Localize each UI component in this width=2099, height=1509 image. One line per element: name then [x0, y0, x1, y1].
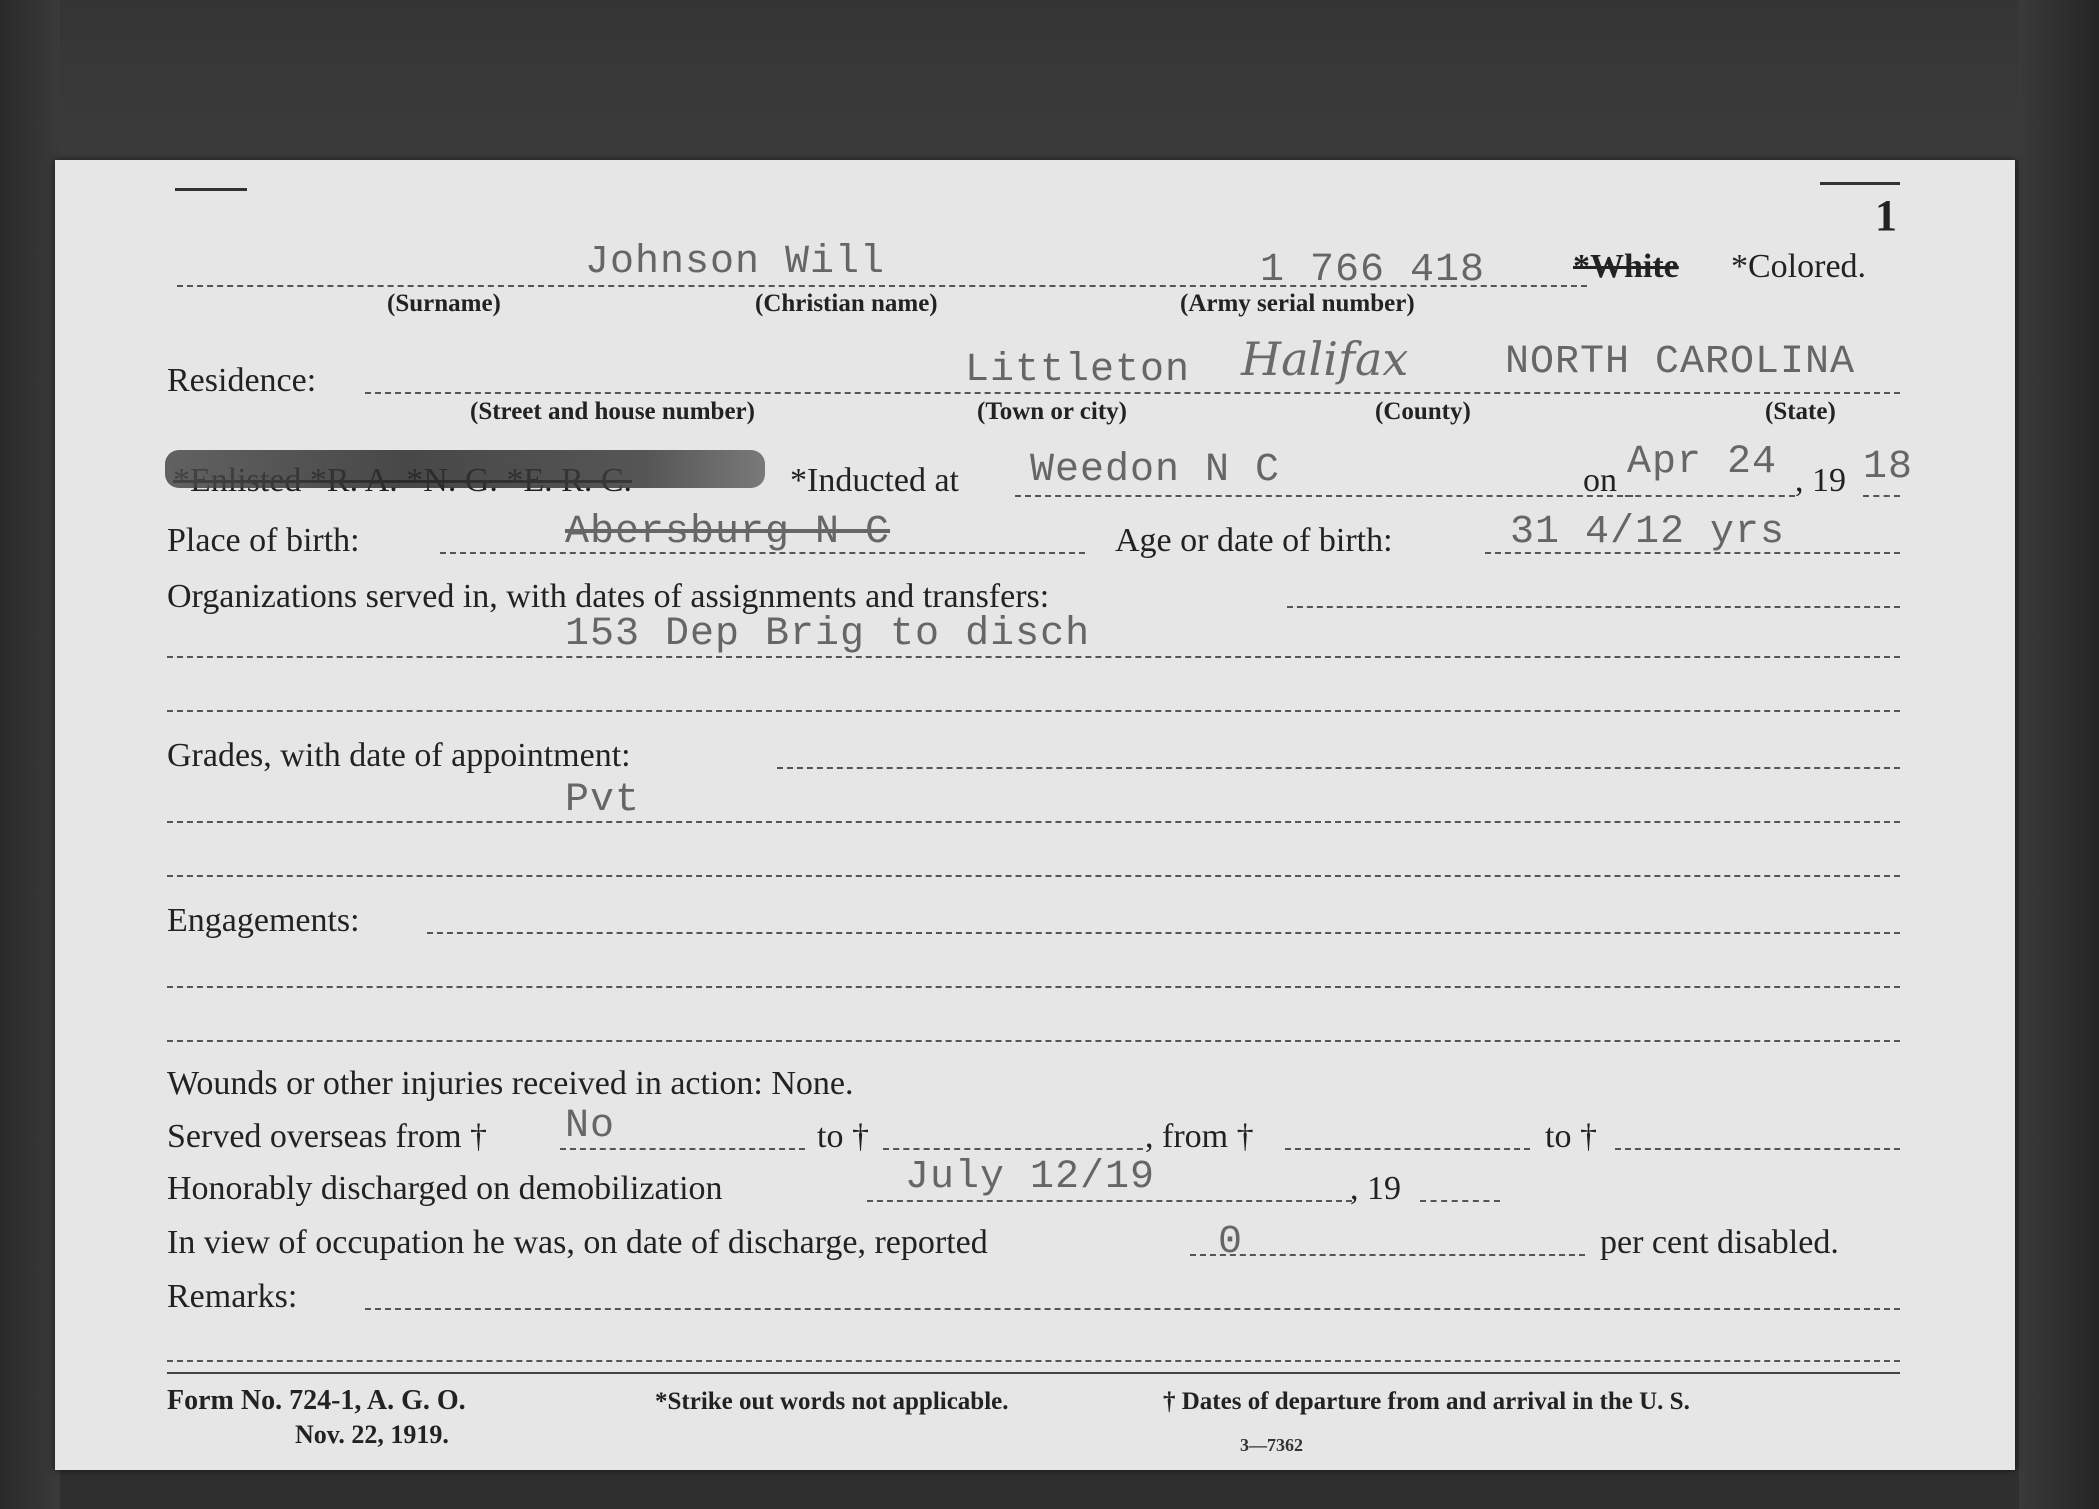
grades-typed: Pvt — [565, 778, 641, 823]
top-right-rule — [1820, 182, 1900, 185]
induct-date-line — [1625, 495, 1795, 497]
record-card — [55, 160, 2015, 1470]
footnote-strike-out: *Strike out words not applicable. — [655, 1388, 1009, 1415]
age-typed: 31 4/12 yrs — [1510, 510, 1786, 555]
org-line-1 — [1287, 606, 1900, 608]
top-left-rule — [175, 188, 247, 191]
footer-rule — [167, 1372, 1900, 1374]
discharge-year-line — [1420, 1200, 1500, 1202]
induct-year-typed: 18 — [1863, 445, 1914, 490]
wounds-label: Wounds or other injuries received in action: None. — [167, 1065, 854, 1102]
engagements-line-2 — [167, 986, 1900, 988]
serial-typed: 1 766 418 — [1260, 248, 1486, 293]
disabled-typed: 0 — [1218, 1220, 1244, 1265]
on-label: on — [1583, 462, 1617, 499]
discharge-year-prefix: , 19 — [1350, 1170, 1401, 1207]
birth-label: Place of birth: — [167, 522, 360, 559]
background-right — [2019, 0, 2099, 1509]
race-white: *White — [1573, 248, 1679, 285]
caption-surname: (Surname) — [387, 290, 501, 317]
discharged-typed: July 12/19 — [905, 1155, 1156, 1200]
footnote-dates: † Dates of departure from and arrival in the U. S. — [1163, 1388, 1690, 1415]
form-number: Form No. 724-1, A. G. O. — [167, 1385, 466, 1416]
name-typed: Johnson Will — [585, 240, 886, 285]
overseas-to-line-1 — [883, 1148, 1143, 1150]
ink-smudge — [165, 450, 765, 488]
print-code: 3—7362 — [1240, 1435, 1303, 1455]
caption-state: (State) — [1765, 398, 1836, 425]
remarks-label: Remarks: — [167, 1278, 298, 1315]
overseas-typed: No — [565, 1104, 616, 1149]
overseas-from-line-2 — [1285, 1148, 1530, 1150]
form-date: Nov. 22, 1919. — [295, 1420, 449, 1449]
card-number: 1 — [1875, 191, 1897, 240]
remarks-line-2 — [167, 1360, 1900, 1362]
engagements-label: Engagements: — [167, 902, 360, 939]
engagements-line-3 — [167, 1040, 1900, 1042]
caption-street: (Street and house number) — [470, 398, 755, 425]
town-typed: Littleton — [965, 348, 1191, 393]
caption-county: (County) — [1375, 398, 1471, 425]
from-label: , from † — [1145, 1118, 1254, 1155]
county-handwritten: Halifax — [1241, 332, 1409, 386]
organizations-label: Organizations served in, with dates of assignments and transfers: — [167, 578, 1050, 615]
residence-label: Residence: — [167, 362, 317, 399]
organizations-typed: 153 Dep Brig to disch — [565, 612, 1091, 657]
race-colored: *Colored. — [1731, 248, 1867, 285]
grades-line-2 — [167, 821, 1900, 823]
background-left — [0, 0, 60, 1509]
background-top — [0, 0, 2099, 160]
to-label-1: to † — [817, 1118, 869, 1155]
discharged-label: Honorably discharged on demobilization — [167, 1170, 723, 1207]
state-typed: NORTH CAROLINA — [1505, 340, 1856, 385]
discharged-line — [867, 1200, 1352, 1202]
org-line-3 — [167, 710, 1900, 712]
year-prefix: , 19 — [1795, 462, 1846, 499]
to-label-2: to † — [1545, 1118, 1597, 1155]
occupation-line — [1190, 1254, 1585, 1256]
inducted-typed: Weedon N C — [1030, 448, 1281, 493]
grades-label: Grades, with date of appointment: — [167, 737, 631, 774]
caption-christian-name: (Christian name) — [755, 290, 938, 317]
engagements-line-1 — [427, 932, 1900, 934]
inducted-label: *Inducted at — [790, 462, 959, 499]
caption-serial-number: (Army serial number) — [1180, 290, 1415, 317]
grades-line-3 — [167, 875, 1900, 877]
inducted-line — [1015, 495, 1633, 497]
grades-line-1 — [777, 767, 1900, 769]
induct-date-typed: Apr 24 — [1627, 440, 1778, 485]
caption-town: (Town or city) — [977, 398, 1127, 425]
year-line — [1863, 495, 1900, 497]
remarks-line-1 — [365, 1308, 1900, 1310]
overseas-label: Served overseas from † — [167, 1118, 488, 1155]
overseas-to-line-2 — [1615, 1148, 1900, 1150]
birth-typed: Abersburg N C — [565, 510, 891, 555]
age-label: Age or date of birth: — [1115, 522, 1393, 559]
disabled-suffix: per cent disabled. — [1600, 1224, 1839, 1261]
occupation-label: In view of occupation he was, on date of discharge, reported — [167, 1224, 988, 1261]
